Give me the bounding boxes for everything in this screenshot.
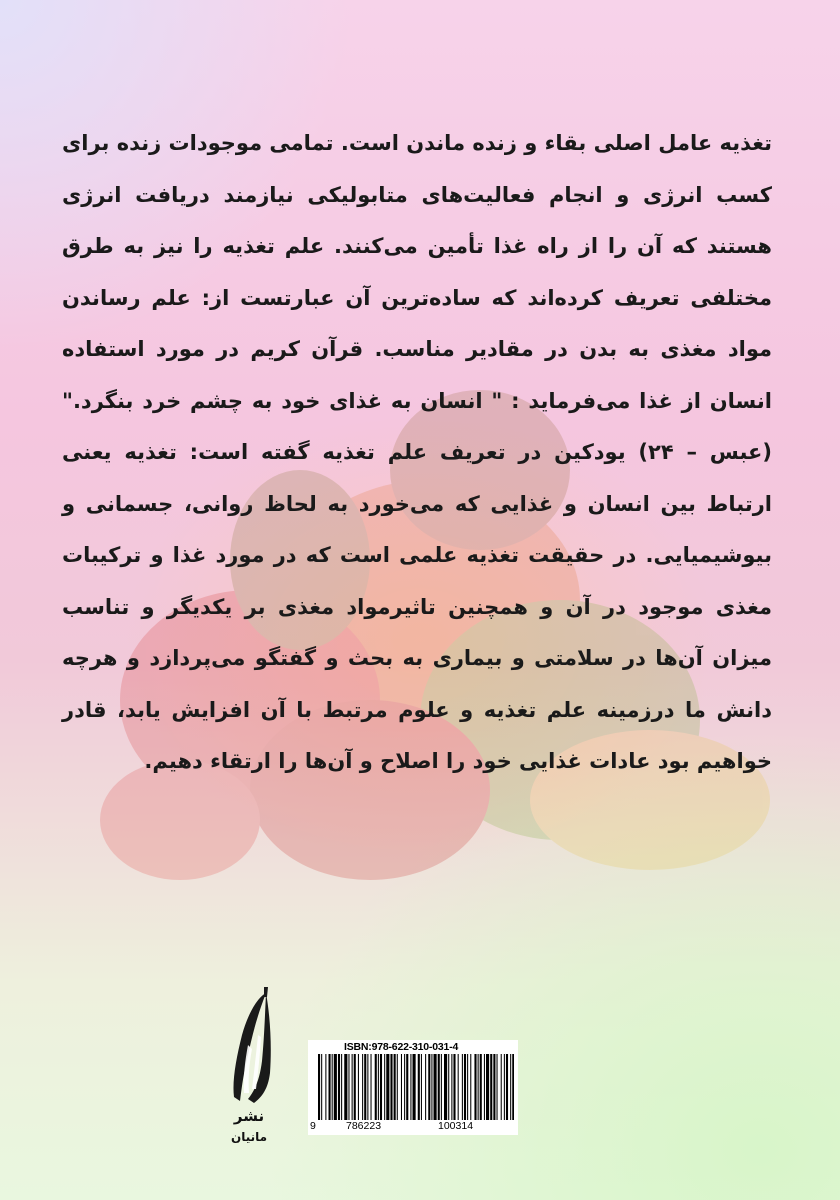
- barcode-bar: [384, 1054, 385, 1120]
- barcode-bar: [478, 1054, 479, 1120]
- barcode-bar: [404, 1054, 405, 1120]
- barcode-bar: [348, 1054, 349, 1120]
- barcode-bar: [344, 1054, 347, 1120]
- barcode-bar: [431, 1054, 432, 1120]
- barcode-bar: [418, 1054, 420, 1120]
- barcode-bar: [448, 1054, 449, 1120]
- barcode-bar: [358, 1054, 359, 1120]
- barcode-bar: [329, 1054, 331, 1120]
- barcode-bar: [462, 1054, 463, 1120]
- barcode-bar: [441, 1054, 442, 1120]
- barcode-bar: [332, 1054, 333, 1120]
- body-paragraph: تغذیه عامل اصلی بقاء و زنده ماندن است. تمامی موجودات زنده برای کسب انرژی و انجام فعالیت‌های متابولیکی نیازمند دریافت انرژی هستند که آن را از راه غذا تأمین می‌کنند. علم تغذیه را نیز به طرق مختلفی تعریف کرده‌اند که ساده‌ترین آن عبارتست از: علم رساندن مواد مغذی به بدن در مقادیر مناسب. قرآن کریم در مورد استفاده انسان از غذا می‌فرماید : " انسان به غذای خود به چشم خرد بنگرد." (عبس – ۲۴) یودکین در تعریف علم تغذیه گفته است: تغذیه یعنی ارتباط بین انسان و غذایی که می‌خورد به لحاظ روانی، جسمانی و بیوشیمیایی. در حقیقت تغذیه علمی است که در مورد غذا و ترکیبات مغذی موجود در آن و همچنین تاثیرمواد مغذی بر یکدیگر و تناسب میزان آن‌ها در سلامتی و بیماری به بحث و گفتگو می‌پردازد و هرچه دانش ما درزمینه علم تغذیه و علوم مرتبط با آن افزایش یابد، قادر خواهیم بود عادات غذایی خود را اصلاح و آن‌ها را ارتقاء دهیم.: [62, 131, 772, 773]
- barcode-bar: [504, 1054, 505, 1120]
- barcode-digit-group1: 786223: [346, 1120, 382, 1132]
- barcode-digit-lead: 9: [310, 1120, 316, 1132]
- barcode-bar: [444, 1054, 447, 1120]
- barcode-bar: [406, 1054, 408, 1120]
- barcode-bar: [470, 1054, 471, 1120]
- barcode-bar: [510, 1054, 511, 1120]
- barcode-bars: [318, 1054, 514, 1120]
- barcode-bar: [390, 1054, 392, 1120]
- barcode-bar: [397, 1054, 398, 1120]
- barcode-bar: [325, 1054, 326, 1120]
- isbn-label: ISBN:978-622-310-031-4: [344, 1041, 459, 1053]
- barcode-bar: [458, 1054, 459, 1120]
- barcode-bar: [434, 1054, 437, 1120]
- barcode-bar: [318, 1054, 320, 1120]
- barcode-bar: [486, 1054, 489, 1120]
- isbn-barcode: [308, 1040, 518, 1135]
- barcode-bar: [375, 1054, 377, 1120]
- barcode-bar: [354, 1054, 356, 1120]
- barcode-bar: [484, 1054, 485, 1120]
- barcode-bar: [352, 1054, 353, 1120]
- barcode-bar: [493, 1054, 495, 1120]
- barcode-bar: [512, 1054, 514, 1120]
- barcode-bar: [421, 1054, 422, 1120]
- publisher-line2: مانیان: [230, 1130, 268, 1144]
- barcode-bar: [506, 1054, 508, 1120]
- barcode-bar: [394, 1054, 396, 1120]
- barcode-bar: [464, 1054, 466, 1120]
- barcode-bar: [451, 1054, 452, 1120]
- barcode-bar: [401, 1054, 402, 1120]
- barcode-bar: [367, 1054, 368, 1120]
- barcode-bar: [413, 1054, 416, 1120]
- barcode-bar: [501, 1054, 502, 1120]
- barcode-bar: [338, 1054, 340, 1120]
- barcode-bar: [386, 1054, 389, 1120]
- barcode-bar: [474, 1054, 476, 1120]
- barcode-bar: [364, 1054, 366, 1120]
- barcode-bar: [453, 1054, 455, 1120]
- publisher-line1: نشر: [233, 1107, 265, 1125]
- barcode-digit-group2: 100314: [438, 1120, 474, 1132]
- barcode-bar: [341, 1054, 342, 1120]
- barcode-bar: [467, 1054, 468, 1120]
- barcode-bar: [321, 1054, 322, 1120]
- barcode-bar: [425, 1054, 426, 1120]
- barcode-bar: [480, 1054, 482, 1120]
- barcode-bar: [378, 1054, 379, 1120]
- barcode-bar: [334, 1054, 337, 1120]
- barcode-bar: [410, 1054, 411, 1120]
- barcode-bar: [371, 1054, 372, 1120]
- barcode-bar: [497, 1054, 498, 1120]
- barcode-bar: [438, 1054, 440, 1120]
- barcode-bar: [490, 1054, 492, 1120]
- barcode-bar: [380, 1054, 382, 1120]
- barcode-bar: [362, 1054, 363, 1120]
- barcode-bar: [428, 1054, 430, 1120]
